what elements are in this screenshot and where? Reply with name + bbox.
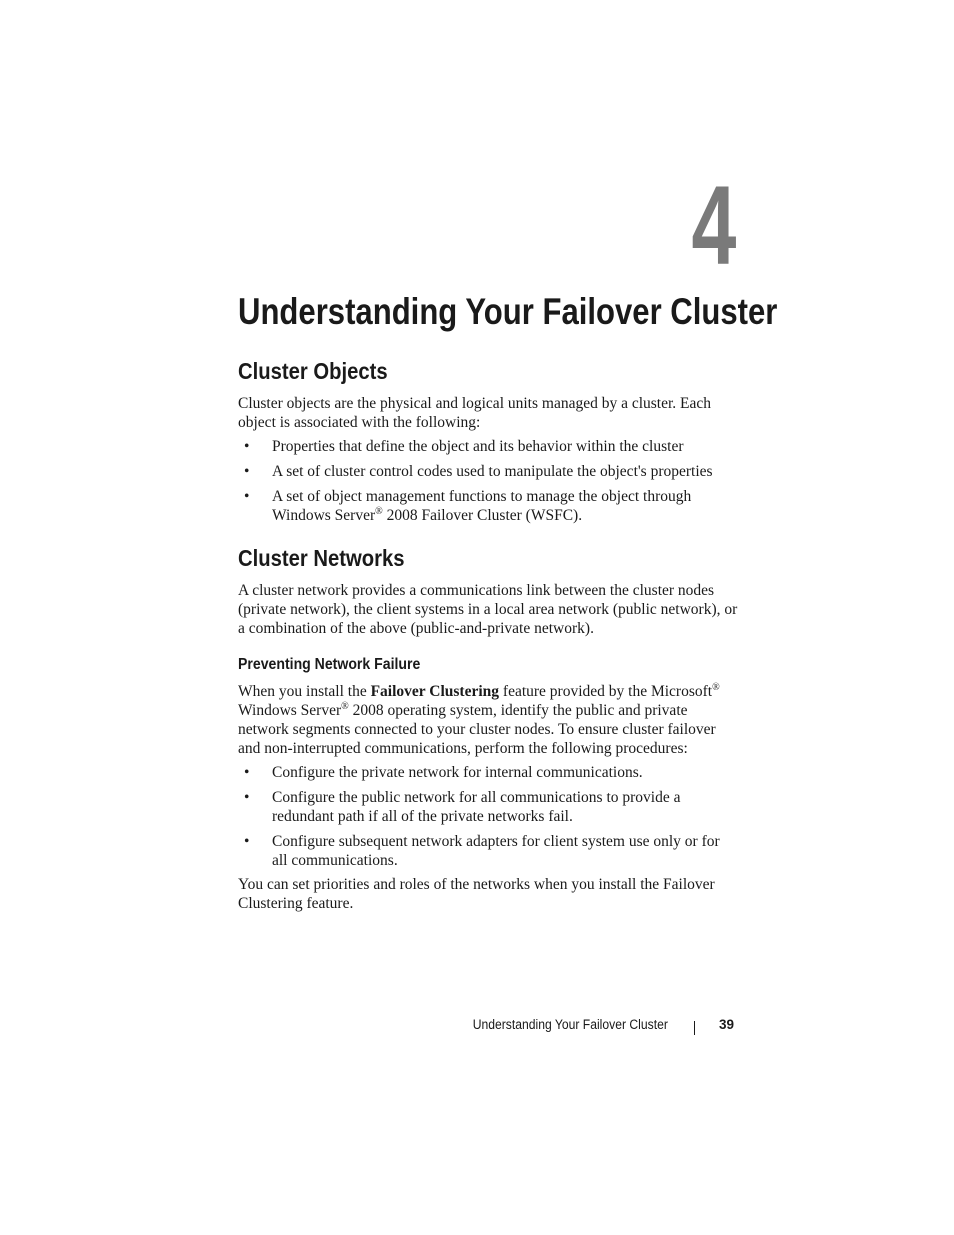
feature-name: Failover Clustering <box>370 683 500 700</box>
bullet-icon: • <box>244 488 250 505</box>
bullet-icon: • <box>244 833 250 850</box>
section-heading-cluster-networks: Cluster Networks <box>238 545 405 571</box>
list-item <box>238 487 738 525</box>
paragraph-text-part: feature provided by the Microsoft <box>499 683 713 700</box>
list-item-text-part: A set of object management functions to manage the object through Windows Server <box>272 488 692 524</box>
list-item <box>238 763 738 782</box>
page-footer <box>451 1016 734 1034</box>
list-item-text: Properties that define the object and its behavior within the cluster <box>272 438 684 455</box>
footer-title: Understanding Your Failover Cluster <box>472 1017 668 1032</box>
list-item <box>238 832 738 870</box>
list-item-text <box>272 488 691 524</box>
footer-divider <box>694 1021 695 1035</box>
registered-mark: ® <box>341 701 349 712</box>
preventing-network-failure-list <box>238 763 738 876</box>
cluster-objects-intro: Cluster objects are the physical and logical units managed by a cluster. Each object is associated with the following: <box>238 395 712 431</box>
chapter-number: 4 <box>691 163 736 288</box>
list-item <box>238 788 738 826</box>
cluster-networks-intro: A cluster network provides a communications link between the cluster nodes (private network), the client systems in a local area network (public network), or a combination of the above (public-and-private network). <box>238 582 738 637</box>
cluster-objects-list <box>238 437 738 531</box>
list-item <box>238 437 738 456</box>
list-item-text: Configure the public network for all communications to provide a redundant path if all of the private networks fail. <box>272 789 681 825</box>
bullet-icon: • <box>244 438 250 455</box>
list-item-text-part: 2008 Failover Cluster (WSFC). <box>382 507 583 524</box>
chapter-title: Understanding Your Failover Cluster <box>238 291 778 332</box>
page-number: 39 <box>718 1017 734 1032</box>
registered-mark: ® <box>712 682 720 693</box>
subsection-heading-preventing-network-failure: Preventing Network Failure <box>238 656 421 673</box>
bullet-icon: • <box>244 789 250 806</box>
preventing-network-failure-paragraph <box>238 682 738 758</box>
paragraph-text-part: Windows Server <box>238 702 342 719</box>
list-item-text: Configure the private network for internal communications. <box>272 764 643 781</box>
list-item-text: Configure subsequent network adapters for client system use only or for all communications. <box>272 833 720 869</box>
paragraph-text-part: 2008 operating system, identify the public and private network segments connected to your cluster nodes. To ensure cluster failover and non-interrupted communications, perform the following procedures: <box>238 702 716 757</box>
list-item <box>238 462 738 481</box>
closing-paragraph: You can set priorities and roles of the networks when you install the Failover Clustering feature. <box>238 876 715 912</box>
list-item-text: A set of cluster control codes used to manipulate the object's properties <box>272 463 713 480</box>
bullet-icon: • <box>244 463 250 480</box>
registered-mark: ® <box>375 506 383 517</box>
section-heading-cluster-objects: Cluster Objects <box>238 358 388 384</box>
bullet-icon: • <box>244 764 250 781</box>
paragraph-text-part: When you install the <box>238 683 371 700</box>
